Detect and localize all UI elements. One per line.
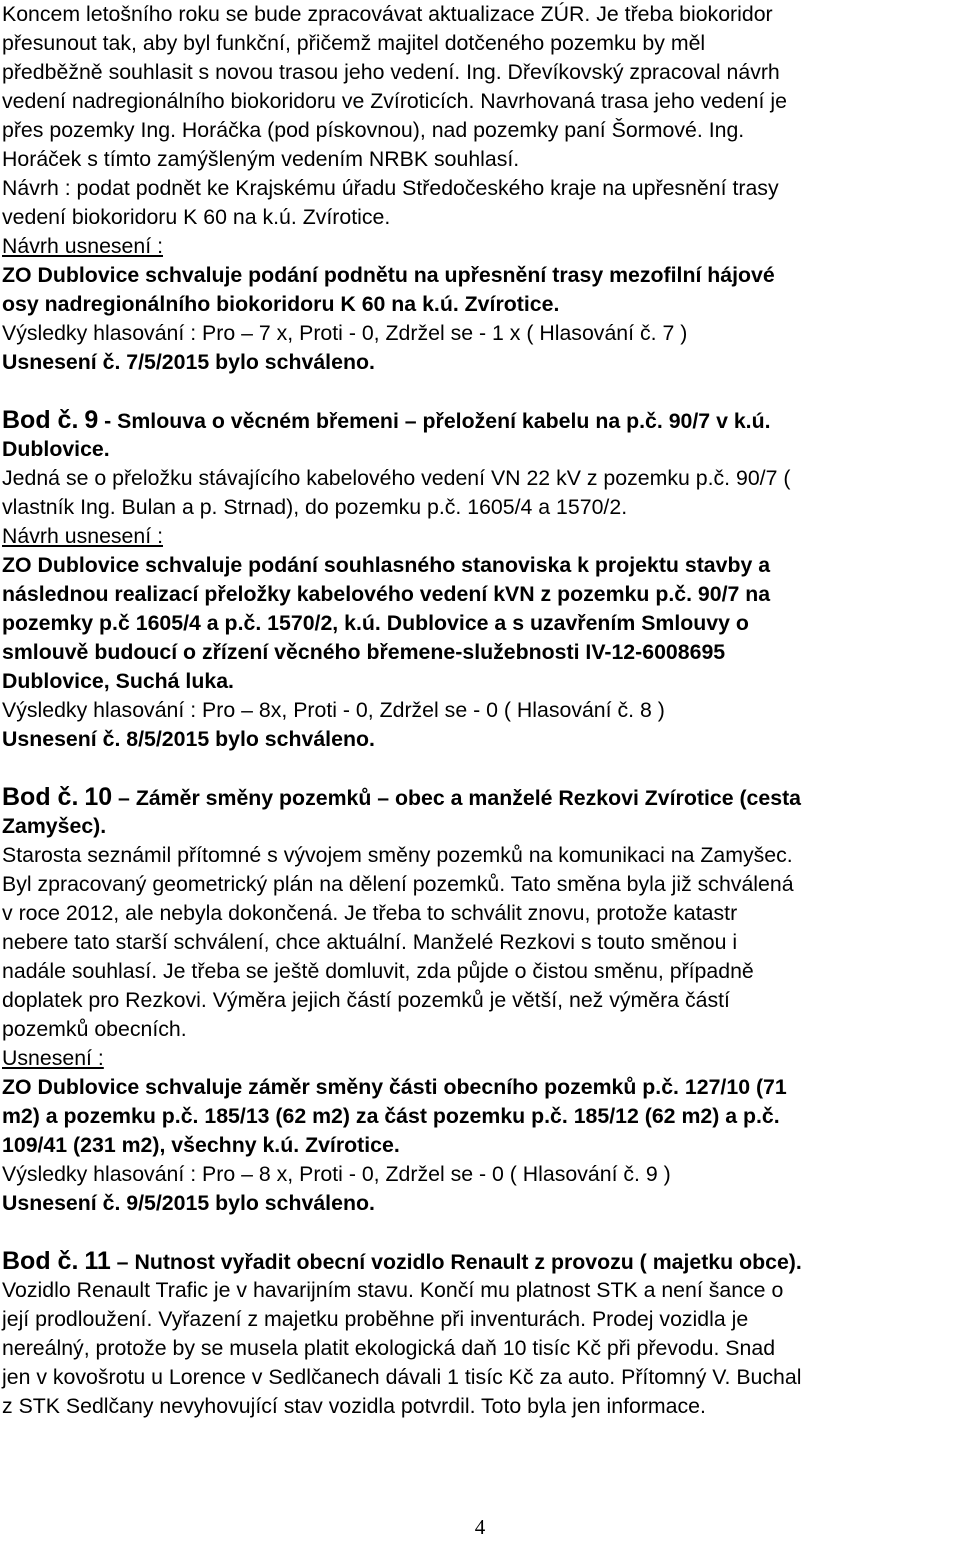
resolution-line: pozemky p.č 1605/4 a p.č. 1570/2, k.ú. Dublovice a s uzavřením Smlouvy o bbox=[2, 611, 749, 635]
text-line: Starosta seznámil přítomné s vývojem směny pozemků na komunikaci na Zamyšec. bbox=[2, 843, 793, 867]
bod-title-cont: Zamyšec). bbox=[2, 814, 107, 838]
text-line: Návrh : podat podnět ke Krajskému úřadu Středočeského kraje na upřesnění trasy bbox=[2, 176, 779, 200]
resolution-label: Usnesení : bbox=[2, 1046, 104, 1070]
resolution-line: osy nadregionálního biokoridoru K 60 na k.ú. Zvírotice. bbox=[2, 292, 560, 316]
section-heading bbox=[2, 406, 958, 435]
proposal-label: Návrh usnesení : bbox=[2, 234, 163, 258]
vote-result: Výsledky hlasování : Pro – 8 x, Proti - 0, Zdržel se - 0 ( Hlasování č. 9 ) bbox=[2, 1162, 671, 1186]
text-line: přes pozemky Ing. Horáčka (pod pískovnou), nad pozemky paní Šormové. Ing. bbox=[2, 118, 745, 142]
text-line: doplatek pro Rezkovi. Výměra jejich částí pozemků je větší, než výměra částí bbox=[2, 988, 730, 1012]
resolution-line: Dublovice, Suchá luka. bbox=[2, 669, 234, 693]
resolution-line: 109/41 (231 m2), všechny k.ú. Zvírotice. bbox=[2, 1133, 400, 1157]
text-line: Koncem letošního roku se bude zpracovávat aktualizace ZÚR. Je třeba biokoridor bbox=[2, 2, 773, 26]
text-line: předběžně souhlasit s novou trasou jeho vedení. Ing. Dřevíkovský zpracoval návrh bbox=[2, 60, 780, 84]
text-line: Vozidlo Renault Trafic je v havarijním stavu. Končí mu platnost STK a není šance o bbox=[2, 1278, 784, 1302]
text-line: z STK Sedlčany nevyhovující stav vozidla potvrdil. Toto byla jen informace. bbox=[2, 1394, 706, 1418]
approval-line: Usnesení č. 7/5/2015 bylo schváleno. bbox=[2, 350, 375, 374]
text-line: jen v kovošrotu u Lorence v Sedlčanech dávali 1 tisíc Kč za auto. Přítomný V. Buchal bbox=[2, 1365, 802, 1389]
page-number: 4 bbox=[474, 1515, 486, 1539]
text-line: její prodloužení. Vyřazení z majetku proběhne při inventurách. Prodej vozidla je bbox=[2, 1307, 749, 1331]
bod-label: Bod č. bbox=[2, 783, 79, 811]
spacer bbox=[2, 1218, 958, 1247]
resolution-line: ZO Dublovice schvaluje záměr směny části obecního pozemků p.č. 127/10 (71 bbox=[2, 1075, 787, 1099]
text-line: vedení biokoridoru K 60 na k.ú. Zvírotice. bbox=[2, 205, 391, 229]
text-line: Byl zpracovaný geometrický plán na dělení pozemků. Tato směna byla již schválená bbox=[2, 872, 794, 896]
resolution-line: m2) a pozemku p.č. 185/13 (62 m2) za část pozemku p.č. 185/12 (62 m2) a p.č. bbox=[2, 1104, 780, 1128]
section-heading bbox=[2, 1247, 958, 1276]
text-line: vlastník Ing. Bulan a p. Strnad), do pozemku p.č. 1605/4 a 1570/2. bbox=[2, 495, 628, 519]
spacer bbox=[2, 377, 958, 406]
resolution-line: smlouvě budoucí o zřízení věcného břemene-služebnosti IV-12-6008695 bbox=[2, 640, 726, 664]
resolution-line: ZO Dublovice schvaluje podání podnětu na upřesnění trasy mezofilní hájové bbox=[2, 263, 775, 287]
bod-number: 10 bbox=[84, 783, 113, 811]
text-line: pozemků obecních. bbox=[2, 1017, 187, 1041]
approval-line: Usnesení č. 9/5/2015 bylo schváleno. bbox=[2, 1191, 375, 1215]
text-line: vedení nadregionálního biokoridoru ve Zvíroticích. Navrhovaná trasa jeho vedení je bbox=[2, 89, 787, 113]
proposal-label: Návrh usnesení : bbox=[2, 524, 163, 548]
bod-label: Bod č. bbox=[2, 1247, 79, 1275]
text-line: Jedná se o přeložku stávajícího kabelového vedení VN 22 kV z pozemku p.č. 90/7 ( bbox=[2, 466, 791, 490]
text-line: nadále souhlasí. Je třeba se ještě domluvit, zda půjde o čistou směnu, případně bbox=[2, 959, 754, 983]
resolution-line: následnou realizací přeložky kabelového vedení kVN z pozemku p.č. 90/7 na bbox=[2, 582, 771, 606]
bod-number: 11 bbox=[84, 1247, 111, 1275]
bod-title: – Záměr směny pozemků – obec a manželé Rezkovi Zvírotice (cesta bbox=[112, 786, 802, 810]
approval-line: Usnesení č. 8/5/2015 bylo schváleno. bbox=[2, 727, 375, 751]
bod-title-cont: Dublovice. bbox=[2, 437, 110, 461]
bod-title: – Nutnost vyřadit obecní vozidlo Renault z provozu ( majetku obce). bbox=[110, 1250, 802, 1274]
document-page bbox=[2, 0, 958, 1421]
text-line: nebere tato starší schválení, chce aktuální. Manželé Rezkovi s touto směnou i bbox=[2, 930, 738, 954]
section-heading bbox=[2, 783, 958, 812]
vote-result: Výsledky hlasování : Pro – 8x, Proti - 0, Zdržel se - 0 ( Hlasování č. 8 ) bbox=[2, 698, 665, 722]
text-line: nereálný, protože by se musela platit ekologická daň 10 tisíc Kč při převodu. Snad bbox=[2, 1336, 776, 1360]
bod-title: - Smlouva o věcném břemeni – přeložení kabelu na p.č. 90/7 v k.ú. bbox=[98, 409, 771, 433]
spacer bbox=[2, 754, 958, 783]
bod-number: 9 bbox=[84, 406, 99, 434]
text-line: přesunout tak, aby byl funkční, přičemž majitel dotčeného pozemku by měl bbox=[2, 31, 706, 55]
text-line: v roce 2012, ale nebyla dokončená. Je třeba to schválit znovu, protože katastr bbox=[2, 901, 738, 925]
vote-result: Výsledky hlasování : Pro – 7 x, Proti - 0, Zdržel se - 1 x ( Hlasování č. 7 ) bbox=[2, 321, 688, 345]
text-line: Horáček s tímto zamýšleným vedením NRBK souhlasí. bbox=[2, 147, 520, 171]
resolution-line: ZO Dublovice schvaluje podání souhlasného stanoviska k projektu stavby a bbox=[2, 553, 771, 577]
bod-label: Bod č. bbox=[2, 406, 79, 434]
